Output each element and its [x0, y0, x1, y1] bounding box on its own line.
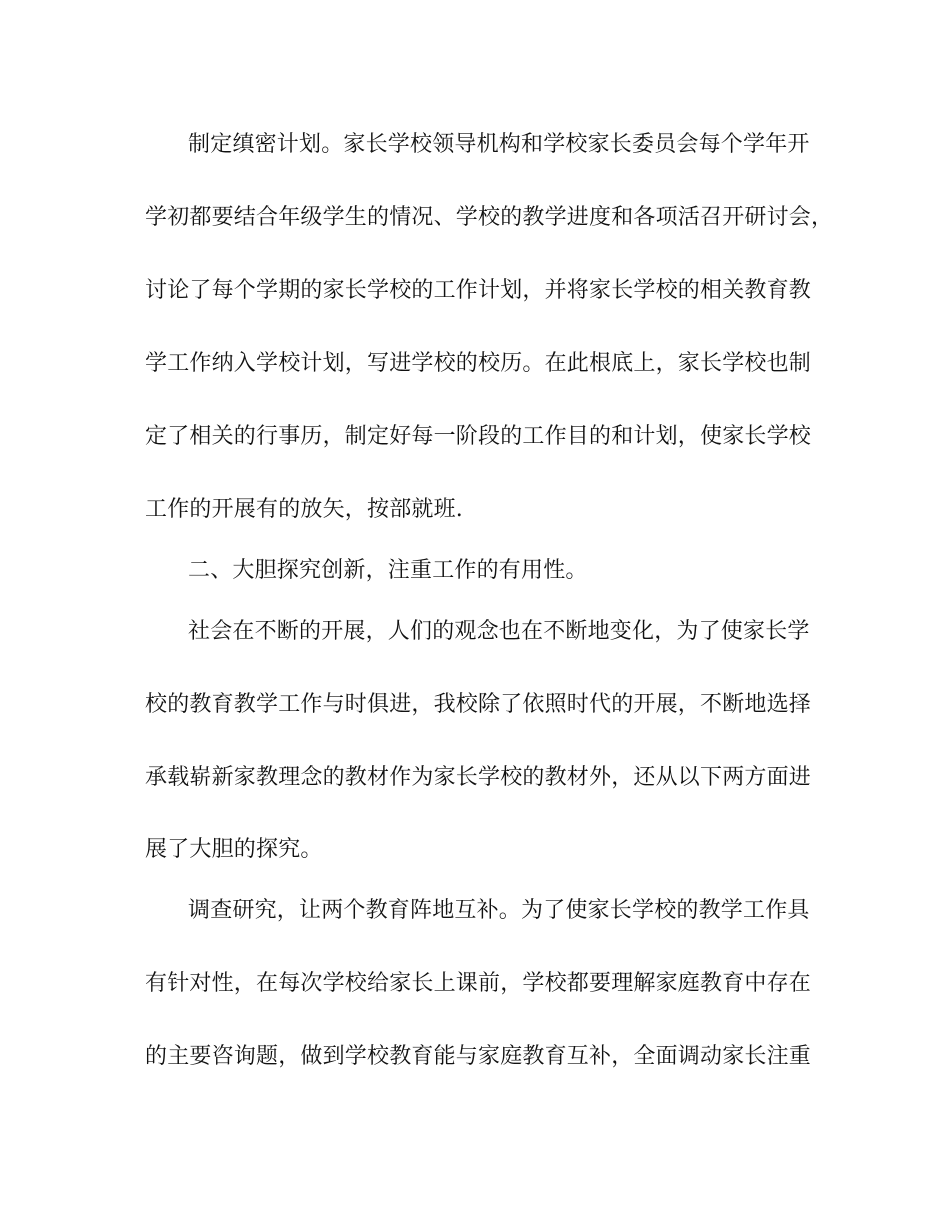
paragraph-line: 定了相关的行事历，制定好每一阶段的工作目的和计划，使家长学校: [145, 424, 812, 449]
section-heading: 二、大胆探究创新，注重工作的有用性。: [188, 558, 588, 583]
paragraph-line: 校的教育教学工作与时俱进，我校除了依照时代的开展，不断地选择: [145, 692, 812, 717]
paragraph-line: 展了大胆的探究。: [145, 837, 323, 862]
paragraph-line: 学初都要结合年级学生的情况、学校的教学进度和各项活召开研讨会，: [145, 205, 834, 230]
paragraph-line: 工作的开展有的放矢，按部就班.: [145, 497, 463, 522]
paragraph-line: 的主要咨询题，做到学校教育能与家庭教育互补，全面调动家长注重: [145, 1044, 812, 1069]
paragraph-line: 调查研究，让两个教育阵地互补。为了使家长学校的教学工作具: [188, 898, 810, 923]
paragraph-line: 讨论了每个学期的家长学校的工作计划，并将家长学校的相关教育教: [145, 278, 812, 303]
paragraph-line: 有针对性，在每次学校给家长上课前，学校都要理解家庭教育中存在: [145, 971, 812, 996]
paragraph-line: 制定缜密计划。家长学校领导机构和学校家长委员会每个学年开: [188, 132, 810, 157]
paragraph-line: 学工作纳入学校计划，写进学校的校历。在此根底上，家长学校也制: [145, 351, 812, 376]
paragraph-line: 社会在不断的开展，人们的观念也在不断地变化，为了使家长学: [188, 619, 810, 644]
paragraph-line: 承载崭新家教理念的教材作为家长学校的教材外，还从以下两方面进: [145, 765, 812, 790]
